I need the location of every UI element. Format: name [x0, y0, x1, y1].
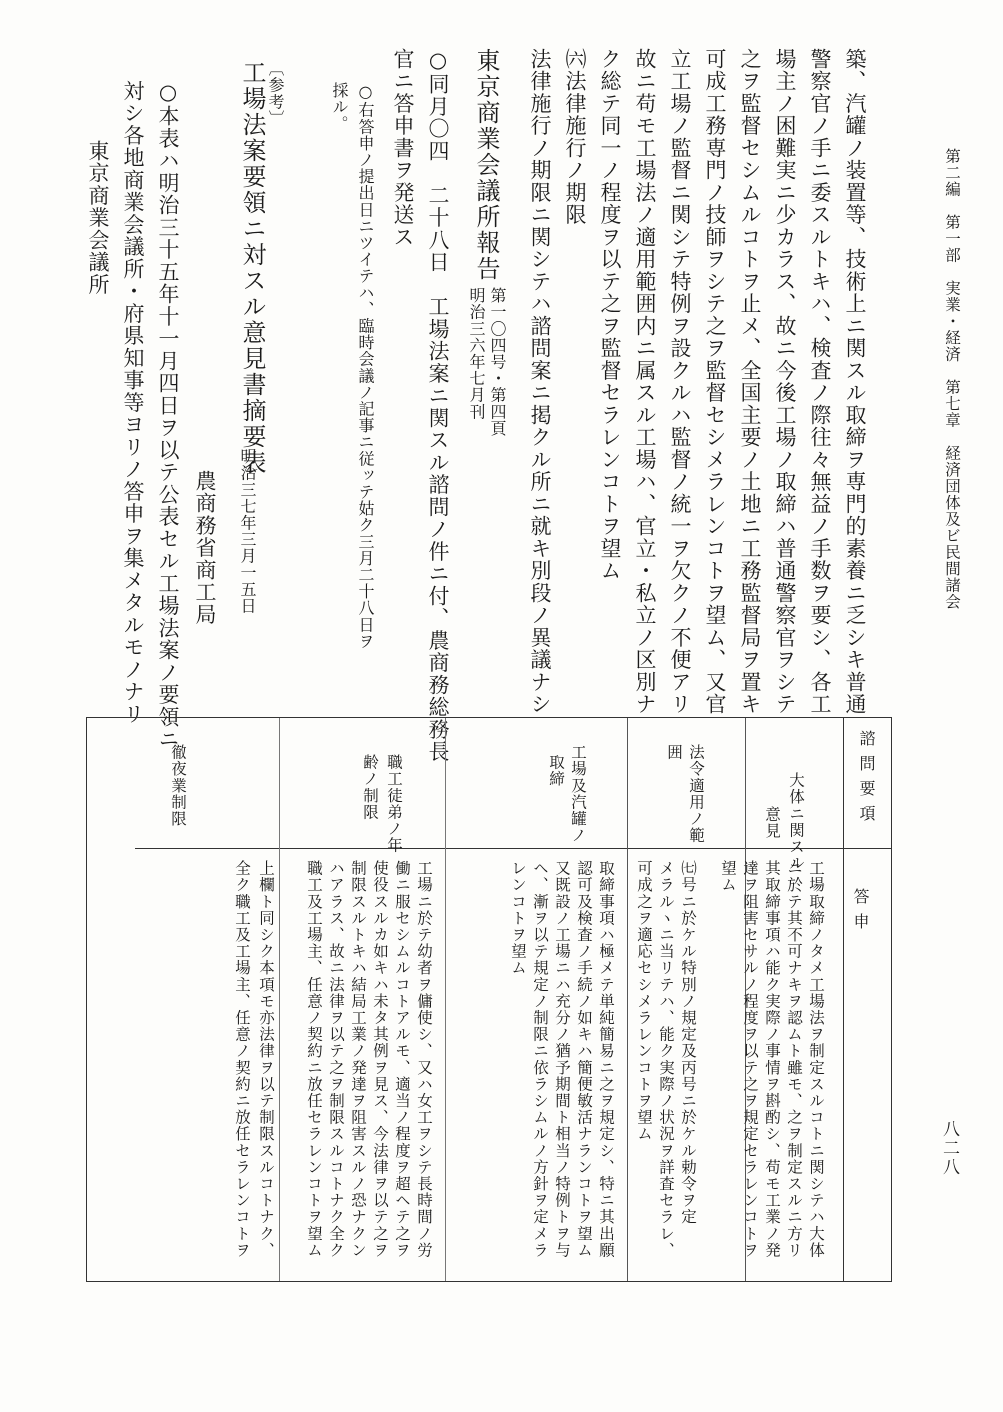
intro-line: ○本表ハ明治三十五年十一月四日ヲ以テ公表セル工場法案ノ要領ニ [156, 80, 180, 751]
reference-issuer: 農商務省商工局 [193, 470, 217, 626]
answer-line: ヘ、漸ヲ以テ規定ノ制限ニ依ラシムルノ方針ヲ定メラ [531, 860, 549, 1259]
answer-line: 又既設ノ工場ニハ充分ノ猶予期間ト相当ノ特例トヲ与 [553, 860, 571, 1259]
answer-line: 可成之ヲ適応セシメラレンコトヲ望ム [635, 860, 653, 1143]
answer-line: ハアラス、故ニ法律ヲ以テ之ヲ制限スルコトナク全ク [327, 860, 345, 1259]
report-line: 官ニ答申書ヲ発送ス [391, 48, 415, 249]
answer-line: 取締事項ハ極メテ単純簡易ニ之ヲ規定シ、特ニ其出願 [597, 860, 615, 1259]
answer-line: 其取締事項ハ能ク実際ノ事情ヲ斟酌シ、苟モ工業ノ発 [763, 860, 781, 1259]
answer-line: 工場取締ノタメ工場法ヲ制定スルコトニ関シテハ大体 [807, 860, 825, 1259]
body-line: 警察官ノ手ニ委スルトキハ、検査ノ際往々無益ノ手数ヲ要シ、各工 [808, 48, 832, 716]
report-line: ○同月〇四 二十八日 工場法案ニ関スル諮問ノ件ニ付、農商務総務長 [426, 48, 450, 763]
item-label: 囲 [665, 744, 683, 761]
report-title: 東京商業会議所報告 [472, 48, 500, 282]
row-separator [279, 718, 280, 1281]
page-number: 八二八 [939, 1120, 959, 1177]
header-answer: 答申 [851, 888, 870, 938]
source-organization: 東京商業会議所 [86, 140, 110, 296]
answer-line: 制限スルトキハ結局工業ノ発達ヲ阻害スルノ恐ナクン [349, 860, 367, 1259]
item-label: 大体ニ関スル [787, 772, 805, 872]
answer-line: 職工及工場主、任意ノ契約ニ放任セラレンコトヲ望ム [305, 860, 323, 1259]
answer-line: 使役スルカ如キハ未タ其例ヲ見ス、今法律ヲ以テ之ヲ [371, 860, 389, 1259]
row-separator [445, 718, 446, 1281]
item-label: 職工徒弟ノ年 [385, 754, 403, 854]
answer-line: 上欄ト同シク本項モ亦法律ヲ以テ制限スルコトナク、 [257, 860, 275, 1259]
running-header: 第二編 第一部 実業・経済 第七章 経済団体及ビ民間諸会 [943, 148, 961, 610]
intro-line: 対シ各地商業会議所・府県知事等ヨリノ答申ヲ集メタルモノナリ [121, 80, 145, 726]
item-label: 法令適用ノ範 [687, 744, 705, 844]
body-line: 之ヲ監督セシムルコトヲ止メ、全国主要ノ土地ニ工務監督局ヲ置キ [738, 48, 762, 716]
body-line: 場主ノ困難実ニ少カラス、故ニ今後工場ノ取締ハ普通警察官ヲシテ [773, 48, 797, 716]
answer-line: ニ於テ其不可ナキヲ認ムト雖モ、之ヲ制定スルニ方リ [785, 860, 803, 1259]
item-label: 齢ノ制限 [361, 754, 379, 821]
body-line: 築、汽罐ノ装置等、技術上ニ関スル取締ヲ専門的素養ニ乏シキ普通 [843, 48, 867, 716]
body-line: ク総テ同一ノ程度ヲ以テ之ヲ監督セラレンコトヲ望ム [598, 48, 622, 582]
section-heading: ㈥法律施行ノ期限 [563, 48, 587, 226]
body-line: 故ニ苟モ工場法ノ適用範囲内ニ属スル工場ハ、官立・私立ノ区別ナ [633, 48, 657, 716]
report-source: 明治三六年七月刊 [467, 287, 486, 420]
answer-line: 認可及検査ノ手続ノ如キハ簡便敏活ナランコトヲ望ム [575, 860, 593, 1259]
report-note: ○右答申ノ提出日ニツイテハ、臨時会議ノ記事ニ従ッテ姑ク三月二十八日ヲ [356, 82, 375, 650]
answer-line: 望ム [719, 860, 737, 894]
report-note: 採ル。 [330, 82, 349, 132]
report-source: 第一〇四号・第四頁 [488, 287, 507, 437]
answer-line: メラルヽニ当リテハ、能ク実際ノ状況ヲ詳査セラレ、 [657, 860, 675, 1259]
item-label: 意見 [763, 806, 781, 840]
body-line: 立工場ノ監督ニ関シテ特例ヲ設クルハ監督ノ統一ヲ欠クノ不便アリ [668, 48, 692, 716]
reference-label: 〔参考〕 [266, 60, 285, 127]
inquiry-response-table [86, 717, 892, 1282]
body-line: 可成工務専門ノ技師ヲシテ之ヲ監督セシメラレンコトヲ望ム、又官 [703, 48, 727, 716]
reference-title: 工場法案要領ニ対スル意見書摘要表 [238, 60, 266, 476]
answer-line: 働ニ服セシムルコトアルモ、適当ノ程度ヲ超ヘテ之ヲ [393, 860, 411, 1259]
table-divider [843, 718, 844, 1281]
item-label: 取締 [547, 754, 565, 788]
answer-line: ㈦号ニ於ケル特別ノ規定及丙号ニ於ケル勅令ヲ定 [679, 860, 697, 1226]
header-item: 諮問要項 [857, 730, 876, 830]
item-label: 徹夜業制限 [169, 744, 187, 827]
reference-date: 明治三七年三月一五日 [238, 448, 257, 614]
body-line: 法律施行ノ期限ニ関シテハ諮問案ニ掲クル所ニ就キ別段ノ異議ナシ [528, 48, 552, 716]
item-label: 工場及汽罐ノ [569, 744, 587, 844]
row-separator [627, 718, 628, 1281]
answer-line: レンコトヲ望ム [509, 860, 527, 977]
table-divider [135, 848, 891, 849]
answer-line: 達ヲ阻害セサルノ程度ヲ以テ之ヲ規定セラレンコトヲ [741, 860, 759, 1259]
answer-line: 工場ニ於テ幼者ヲ傭使シ、又ハ女工ヲシテ長時間ノ労 [415, 860, 433, 1259]
answer-line: 全ク職工及工場主、任意ノ契約ニ放任セラレンコトヲ [233, 860, 251, 1259]
